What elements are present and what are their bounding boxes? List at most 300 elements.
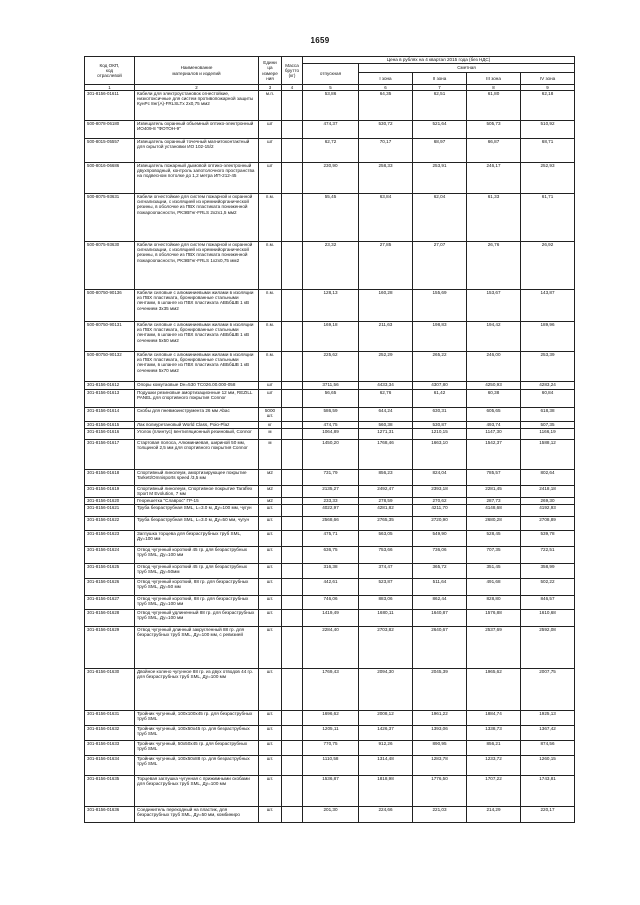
- cell-zone-3-price: 1233,72: [467, 756, 521, 776]
- cell-name: Кабели огнестойкие для систем пожарной и охранной сигнализации, с изоляцией из кремнийорганической резины, в оболочке из ПВХ пластиката пониженной пожароопасности, РКЭВГнг-FRLS 2х2х1,5 мм2: [135, 194, 259, 242]
- cell-zone-4-price: 510,92: [521, 121, 575, 139]
- cell-unit: шт.: [259, 627, 282, 669]
- cell-mass: [282, 741, 303, 756]
- table-row: [85, 429, 575, 440]
- cell-release-price: 636,75: [303, 547, 359, 564]
- cell-name: Труба безраструбная SML, L=3.0 м, Ду=50 мм, чугун: [135, 517, 259, 531]
- cell-zone-2-price: 253,91: [413, 163, 467, 194]
- cell-release-price: 2135,27: [303, 486, 359, 498]
- cell-zone-4-price: 1925,13: [521, 711, 575, 726]
- cell-unit: шт.: [259, 776, 282, 807]
- cell-zone-1-price: 211,63: [359, 322, 413, 352]
- cell-name: Кабели огнестойкие для систем пожарной и охранной сигнализации, с изоляцией из кремнийорганической резины, в оболочке из ПВХ пластиката пониженной пожароопасности, РКЭВГнг-FRLS 1х2х0,75 мм2: [135, 242, 259, 290]
- price-table-container: [84, 56, 574, 823]
- cell-unit: м2: [259, 498, 282, 505]
- header-price-group: Цена в рублях на 4 квартал 2015 года (без НДС): [303, 57, 575, 64]
- cell-name: Спортивный линолеум, амортизирующее покрытие Tarkett/Omnisports speed /3,5 мм: [135, 470, 259, 486]
- cell-zone-1-price: 560,38: [359, 422, 413, 429]
- cell-zone-2-price: 2720,90: [413, 517, 467, 531]
- cell-name: Тройник чугунный, 50х50х45 гр. для безраструбных труб SML: [135, 741, 259, 756]
- table-row: [85, 382, 575, 390]
- cell-zone-1-price: 2008,12: [359, 711, 413, 726]
- cell-release-price: 201,30: [303, 807, 359, 823]
- cell-code: 301-8156-01633: [85, 741, 135, 756]
- cell-zone-4-price: 1166,19: [521, 429, 575, 440]
- cell-zone-4-price: 253,39: [521, 352, 575, 382]
- cell-zone-3-price: 194,42: [467, 322, 521, 352]
- cell-release-price: 1419,49: [303, 610, 359, 627]
- table-row: [85, 547, 575, 564]
- cell-name: Скобы для пневмоинструмента 26 мм Abac: [135, 408, 259, 422]
- cell-release-price: 731,79: [303, 470, 359, 486]
- cell-zone-1-price: 2765,35: [359, 517, 413, 531]
- table-row: [85, 470, 575, 486]
- table-row: [85, 121, 575, 139]
- cell-code: 301-8156-01613: [85, 390, 135, 408]
- cell-zone-3-price: 26,76: [467, 242, 521, 290]
- cell-zone-4-price: 539,78: [521, 531, 575, 547]
- cell-zone-3-price: 287,73: [467, 498, 521, 505]
- header-zone-2: II зона: [413, 73, 467, 85]
- column-number: 5: [303, 85, 359, 91]
- cell-release-price: 1536,87: [303, 776, 359, 807]
- cell-zone-3-price: 2281,45: [467, 486, 521, 498]
- cell-name: Уголок (плинтус) вентиляционный резиновый, Connor: [135, 429, 259, 440]
- cell-zone-2-price: 862,44: [413, 596, 467, 610]
- cell-zone-4-price: 189,96: [521, 322, 575, 352]
- table-row: [85, 517, 575, 531]
- cell-zone-2-price: 1776,50: [413, 776, 467, 807]
- cell-release-price: 316,38: [303, 564, 359, 579]
- cell-mass: [282, 440, 303, 470]
- cell-name: Кабели силовые с алюминиевыми жилами в изоляции из ПВХ пластиката, бронированные стальными лентами, в шланге из ПВХ пластиката АВБбШВ 1 кВ сечением 3х35 мм2: [135, 290, 259, 322]
- column-number: 3: [259, 85, 282, 91]
- cell-zone-4-price: 1743,81: [521, 776, 575, 807]
- cell-zone-3-price: 60,38: [467, 390, 521, 408]
- cell-zone-2-price: 365,72: [413, 564, 467, 579]
- cell-mass: [282, 121, 303, 139]
- cell-name: Георешетка "Славрос" ГР-15: [135, 498, 259, 505]
- cell-mass: [282, 163, 303, 194]
- cell-zone-4-price: 874,56: [521, 741, 575, 756]
- cell-zone-4-price: 1367,42: [521, 726, 575, 741]
- column-number: 2: [135, 85, 259, 91]
- cell-mass: [282, 547, 303, 564]
- cell-release-price: 128,13: [303, 290, 359, 322]
- cell-release-price: 2568,66: [303, 517, 359, 531]
- cell-zone-4-price: 252,93: [521, 163, 575, 194]
- cell-mass: [282, 726, 303, 741]
- cell-name: Извещатель пожарный дымовой оптико-электронный двухпроводный, контроль запотолочного пространства на подвесном потолке до 1,2 метра ИП-212-45: [135, 163, 259, 194]
- cell-zone-1-price: 1680,11: [359, 610, 413, 627]
- column-number: 7: [413, 85, 467, 91]
- cell-name: Извещатель охранный точечный магнитоконтактный для скрытой установки ИО 102-15/2: [135, 139, 259, 163]
- cell-zone-3-price: 1147,30: [467, 429, 521, 440]
- cell-name: Тройник чугунный, 100х100х45 гр. для безраструбных труб SML: [135, 711, 259, 726]
- cell-zone-4-price: 61,71: [521, 194, 575, 242]
- cell-unit: шт.: [259, 756, 282, 776]
- cell-mass: [282, 352, 303, 382]
- cell-zone-1-price: 1314,48: [359, 756, 413, 776]
- cell-zone-2-price: 27,07: [413, 242, 467, 290]
- header-estimate-price: Сметная: [359, 64, 575, 73]
- cell-zone-1-price: 1768,46: [359, 440, 413, 470]
- cell-zone-4-price: 618,38: [521, 408, 575, 422]
- cell-name: Тройник чугунный, 100х50х88 гр. для безраструбных труб SML: [135, 756, 259, 776]
- cell-code: 500-8015-05557: [85, 139, 135, 163]
- cell-zone-2-price: 221,03: [413, 807, 467, 823]
- cell-mass: [282, 290, 303, 322]
- cell-release-price: 1696,62: [303, 711, 359, 726]
- cell-zone-4-price: 26,92: [521, 242, 575, 290]
- cell-code: 301-8156-01622: [85, 517, 135, 531]
- cell-zone-2-price: 1961,22: [413, 711, 467, 726]
- cell-zone-3-price: 856,21: [467, 741, 521, 756]
- cell-name: Кабели силовые с алюминиевыми жилами в изоляции из ПВХ пластиката, бронированные стальными лентами, в шланге из ПВХ пластиката АВБбШВ 1 кВ сечением 5х70 мм2: [135, 352, 259, 382]
- cell-code: 500-8016-06686: [85, 163, 135, 194]
- cell-zone-1-price: 912,26: [359, 741, 413, 756]
- cell-name: Двойное колено чугунное 88 гр. из двух отводов 44 гр. для безраструбных труб SML, Ду=100 мм: [135, 669, 259, 711]
- table-row: [85, 726, 575, 741]
- table-row: [85, 756, 575, 776]
- cell-code: 301-8156-01614: [85, 408, 135, 422]
- cell-zone-2-price: 198,83: [413, 322, 467, 352]
- cell-unit: п.м.: [259, 290, 282, 322]
- cell-mass: [282, 498, 303, 505]
- cell-release-price: 1205,11: [303, 726, 359, 741]
- cell-zone-3-price: 707,35: [467, 547, 521, 564]
- table-body: [85, 91, 575, 823]
- cell-zone-1-price: 70,17: [359, 139, 413, 163]
- cell-name: Отвод чугунный короткий 45 гр. для безраструбных труб SML, Ду=50мм: [135, 564, 259, 579]
- column-number: 4: [282, 85, 303, 91]
- header-unit: Едини ца измере ния: [259, 57, 282, 85]
- cell-zone-2-price: 1283,78: [413, 756, 467, 776]
- cell-code: 301-8156-01612: [85, 382, 135, 390]
- cell-zone-4-price: 220,17: [521, 807, 575, 823]
- cell-zone-3-price: 4250,93: [467, 382, 521, 390]
- cell-unit: шт: [259, 163, 282, 194]
- cell-code: 301-8156-01635: [85, 776, 135, 807]
- cell-zone-1-price: 224,66: [359, 807, 413, 823]
- cell-zone-4-price: 2708,89: [521, 517, 575, 531]
- table-row: [85, 163, 575, 194]
- cell-zone-1-price: 64,35: [359, 91, 413, 121]
- cell-code: 301-8156-01636: [85, 807, 135, 823]
- cell-zone-3-price: 491,68: [467, 579, 521, 596]
- table-row: [85, 807, 575, 823]
- cell-zone-2-price: 530,87: [413, 422, 467, 429]
- cell-code: 500-8078-06180: [85, 121, 135, 139]
- cell-mass: [282, 422, 303, 429]
- cell-code: 500-8075-93631: [85, 194, 135, 242]
- cell-zone-4-price: 802,64: [521, 470, 575, 486]
- cell-zone-4-price: 722,51: [521, 547, 575, 564]
- cell-code: 301-8156-01624: [85, 547, 135, 564]
- cell-name: Отвод чугунный короткий, 88 гр. для безраструбных труб SML, Ду=50 мм: [135, 579, 259, 596]
- cell-zone-4-price: 4283,24: [521, 382, 575, 390]
- cell-unit: кг: [259, 422, 282, 429]
- table-row: [85, 486, 575, 498]
- cell-zone-3-price: 351,45: [467, 564, 521, 579]
- cell-zone-3-price: 214,29: [467, 807, 521, 823]
- cell-mass: [282, 382, 303, 390]
- cell-zone-3-price: 528,45: [467, 531, 521, 547]
- cell-mass: [282, 194, 303, 242]
- cell-zone-1-price: 2094,30: [359, 669, 413, 711]
- cell-mass: [282, 390, 303, 408]
- cell-name: Стартовая полоса, Алюминиевая, шириной 50 мм, толщиной 2,5 мм для спортивного покрытия Connor: [135, 440, 259, 470]
- cell-zone-4-price: 358,99: [521, 564, 575, 579]
- cell-code: 500-80750-90131: [85, 322, 135, 352]
- cell-zone-1-price: 258,33: [359, 163, 413, 194]
- cell-mass: [282, 505, 303, 517]
- cell-zone-2-price: 630,31: [413, 408, 467, 422]
- cell-zone-3-price: 2537,69: [467, 627, 521, 669]
- table-row: [85, 564, 575, 579]
- cell-unit: шт.: [259, 579, 282, 596]
- table-row: [85, 408, 575, 422]
- cell-release-price: 475,71: [303, 531, 359, 547]
- cell-release-price: 53,86: [303, 91, 359, 121]
- cell-zone-4-price: 62,18: [521, 91, 575, 121]
- cell-mass: [282, 627, 303, 669]
- cell-unit: шт.: [259, 669, 282, 711]
- table-row: [85, 776, 575, 807]
- table-row: [85, 322, 575, 352]
- cell-release-price: 225,62: [303, 352, 359, 382]
- header-mass: Масса брутто (кг): [282, 57, 303, 85]
- cell-zone-1-price: 4433,34: [359, 382, 413, 390]
- cell-zone-2-price: 265,22: [413, 352, 467, 382]
- cell-release-price: 230,90: [303, 163, 359, 194]
- cell-zone-3-price: 246,00: [467, 352, 521, 382]
- cell-zone-2-price: 4211,70: [413, 505, 467, 517]
- cell-name: Отвод чугунный длинный закругленный 88 гр. для безраструбных труб SML, Ду=100 мм, с ревизией: [135, 627, 259, 669]
- cell-zone-2-price: 61,42: [413, 390, 467, 408]
- cell-code: 500-80750-90136: [85, 290, 135, 322]
- cell-release-price: 62,72: [303, 139, 359, 163]
- table-row: [85, 352, 575, 382]
- cell-unit: шт.: [259, 807, 282, 823]
- cell-name: Спортивный линолеум, Спортивное покрытие Taraflex Sport M Evolution, 7 мм: [135, 486, 259, 498]
- column-number: 1: [85, 85, 135, 91]
- cell-name: Подушки резиновые амортизационные 12 мм, REZILL PANEL для спортивного покрытия Connor: [135, 390, 259, 408]
- cell-mass: [282, 610, 303, 627]
- cell-zone-4-price: 1260,15: [521, 756, 575, 776]
- cell-code: 301-8156-01629: [85, 627, 135, 669]
- cell-code: 301-8156-01630: [85, 669, 135, 711]
- cell-zone-2-price: 549,90: [413, 531, 467, 547]
- cell-zone-1-price: 644,24: [359, 408, 413, 422]
- cell-release-price: 23,32: [303, 242, 359, 290]
- cell-zone-2-price: 1640,87: [413, 610, 467, 627]
- cell-zone-2-price: 2393,18: [413, 486, 467, 498]
- header-release-price: отпускная: [303, 64, 359, 85]
- cell-zone-3-price: 61,80: [467, 91, 521, 121]
- cell-zone-1-price: 2492,47: [359, 486, 413, 498]
- cell-zone-3-price: 153,67: [467, 290, 521, 322]
- cell-name: Тройник чугунный, 100х50х45 гр. для безраструбных труб SML: [135, 726, 259, 741]
- cell-unit: 5000 шт.: [259, 408, 282, 422]
- cell-code: 301-8156-01619: [85, 486, 135, 498]
- table-row: [85, 610, 575, 627]
- cell-mass: [282, 711, 303, 726]
- cell-name: Отвод чугунный удлиненный 88 гр. для безраструбных труб SML, Ду=100 мм: [135, 610, 259, 627]
- cell-code: 301-8156-01617: [85, 440, 135, 470]
- cell-zone-2-price: 68,97: [413, 139, 467, 163]
- cell-zone-3-price: 493,74: [467, 422, 521, 429]
- cell-zone-1-price: 2703,82: [359, 627, 413, 669]
- cell-mass: [282, 91, 303, 121]
- cell-zone-3-price: 2680,28: [467, 517, 521, 531]
- cell-release-price: 1450,20: [303, 440, 359, 470]
- cell-unit: шт.: [259, 517, 282, 531]
- table-row: [85, 390, 575, 408]
- cell-mass: [282, 139, 303, 163]
- cell-code: 301-8156-01611: [85, 91, 135, 121]
- table-row: [85, 711, 575, 726]
- cell-zone-3-price: 828,80: [467, 596, 521, 610]
- cell-name: Торцевая заглушка чугунная с прижимными скобами для безраструбных труб SML, Ду=100 мм: [135, 776, 259, 807]
- column-number: 9: [521, 85, 575, 91]
- cell-unit: шт.: [259, 711, 282, 726]
- cell-code: 301-8156-01616: [85, 429, 135, 440]
- cell-unit: шт.: [259, 741, 282, 756]
- header-zone-4: IV зона: [521, 73, 575, 85]
- cell-release-price: 442,61: [303, 579, 359, 596]
- cell-zone-3-price: 505,73: [467, 121, 521, 139]
- cell-code: 301-8156-01632: [85, 726, 135, 741]
- cell-code: 301-8156-01623: [85, 531, 135, 547]
- cell-zone-4-price: 507,35: [521, 422, 575, 429]
- cell-unit: м.п.: [259, 91, 282, 121]
- cell-unit: шт: [259, 382, 282, 390]
- cell-zone-4-price: 2007,75: [521, 669, 575, 711]
- cell-release-price: 770,75: [303, 741, 359, 756]
- cell-release-price: 474,75: [303, 422, 359, 429]
- table-row: [85, 139, 575, 163]
- table-row: [85, 194, 575, 242]
- cell-release-price: 4022,97: [303, 505, 359, 517]
- cell-code: 301-8156-01631: [85, 711, 135, 726]
- cell-code: 301-8156-01618: [85, 470, 135, 486]
- column-number: 8: [467, 85, 521, 91]
- table-row: [85, 91, 575, 121]
- cell-zone-1-price: 27,85: [359, 242, 413, 290]
- cell-zone-3-price: 1576,88: [467, 610, 521, 627]
- cell-zone-2-price: 1393,06: [413, 726, 467, 741]
- cell-zone-2-price: 1663,10: [413, 440, 467, 470]
- cell-code: 301-8156-01620: [85, 498, 135, 505]
- cell-name: Заглушка торцева для безраструбных труб SML, Ду=100 мм: [135, 531, 259, 547]
- cell-zone-4-price: 846,57: [521, 596, 575, 610]
- cell-release-price: 586,59: [303, 408, 359, 422]
- cell-zone-2-price: 2045,39: [413, 669, 467, 711]
- cell-mass: [282, 486, 303, 498]
- cell-zone-1-price: 883,06: [359, 596, 413, 610]
- table-row: [85, 440, 575, 470]
- cell-name: Отвод чугунный короткий, 88 гр. для безраструбных труб SML, Ду=100 мм: [135, 596, 259, 610]
- table-row: [85, 422, 575, 429]
- header-name: Наименование материалов и изделий: [135, 57, 259, 85]
- cell-release-price: 746,06: [303, 596, 359, 610]
- cell-unit: шт.: [259, 610, 282, 627]
- price-table: [84, 56, 575, 823]
- cell-zone-2-price: 270,62: [413, 498, 467, 505]
- cell-code: 301-8156-01626: [85, 579, 135, 596]
- cell-zone-2-price: 2640,67: [413, 627, 467, 669]
- cell-name: Извещатель охранный объемный оптико-электронный ИО409-8 "ФОТОН-9": [135, 121, 259, 139]
- cell-name: Отвод чугунный короткий 45 гр. для безраструбных труб SML, Ду=100 мм: [135, 547, 259, 564]
- cell-zone-3-price: 4148,68: [467, 505, 521, 517]
- cell-zone-3-price: 66,87: [467, 139, 521, 163]
- cell-unit: м2: [259, 470, 282, 486]
- cell-unit: м: [259, 429, 282, 440]
- cell-zone-1-price: 4281,82: [359, 505, 413, 517]
- cell-zone-4-price: 2418,18: [521, 486, 575, 498]
- cell-unit: п.м.: [259, 194, 282, 242]
- table-row: [85, 505, 575, 517]
- cell-release-price: 1064,89: [303, 429, 359, 440]
- cell-zone-4-price: 143,87: [521, 290, 575, 322]
- cell-mass: [282, 429, 303, 440]
- cell-zone-4-price: 68,71: [521, 139, 575, 163]
- cell-code: 301-8156-01628: [85, 610, 135, 627]
- cell-name: Кабели силовые с алюминиевыми жилами в изоляции из ПВХ пластиката, бронированные стальными лентами, в шланге из ПВХ пластиката АВБбШВ 1 кВ сечением 5х50 мм2: [135, 322, 259, 352]
- cell-unit: шт.: [259, 531, 282, 547]
- cell-code: 301-8156-01625: [85, 564, 135, 579]
- cell-unit: шт.: [259, 564, 282, 579]
- cell-unit: п.м.: [259, 352, 282, 382]
- cell-mass: [282, 408, 303, 422]
- cell-release-price: 56,65: [303, 390, 359, 408]
- cell-mass: [282, 531, 303, 547]
- cell-zone-1-price: 1818,98: [359, 776, 413, 807]
- table-row: [85, 596, 575, 610]
- table-row: [85, 627, 575, 669]
- cell-mass: [282, 776, 303, 807]
- cell-mass: [282, 579, 303, 596]
- cell-zone-3-price: 1965,62: [467, 669, 521, 711]
- cell-zone-1-price: 856,23: [359, 470, 413, 486]
- cell-zone-4-price: 502,22: [521, 579, 575, 596]
- cell-unit: шт.: [259, 596, 282, 610]
- table-row: [85, 290, 575, 322]
- cell-code: 301-8156-01621: [85, 505, 135, 517]
- cell-zone-4-price: 2592,08: [521, 627, 575, 669]
- cell-name: Соединитель переходный на пластик, для безраструбных труб SML, Ду=50 мм, комбиниро: [135, 807, 259, 823]
- cell-unit: м2: [259, 486, 282, 498]
- cell-release-price: 233,33: [303, 498, 359, 505]
- cell-mass: [282, 517, 303, 531]
- cell-mass: [282, 322, 303, 352]
- cell-zone-4-price: 1610,68: [521, 610, 575, 627]
- cell-zone-2-price: 890,95: [413, 741, 467, 756]
- cell-zone-3-price: 605,65: [467, 408, 521, 422]
- header-zone-3: III зона: [467, 73, 521, 85]
- cell-mass: [282, 242, 303, 290]
- cell-zone-2-price: 4307,80: [413, 382, 467, 390]
- cell-zone-3-price: 1338,73: [467, 726, 521, 741]
- cell-name: Лак полиуретановый World Class, Poio-Plaz: [135, 422, 259, 429]
- page-number: 1659: [310, 36, 330, 45]
- cell-zone-3-price: 246,17: [467, 163, 521, 194]
- cell-zone-2-price: 62,51: [413, 91, 467, 121]
- cell-release-price: 3711,56: [303, 382, 359, 390]
- cell-code: 301-8156-01615: [85, 422, 135, 429]
- cell-zone-1-price: 753,66: [359, 547, 413, 564]
